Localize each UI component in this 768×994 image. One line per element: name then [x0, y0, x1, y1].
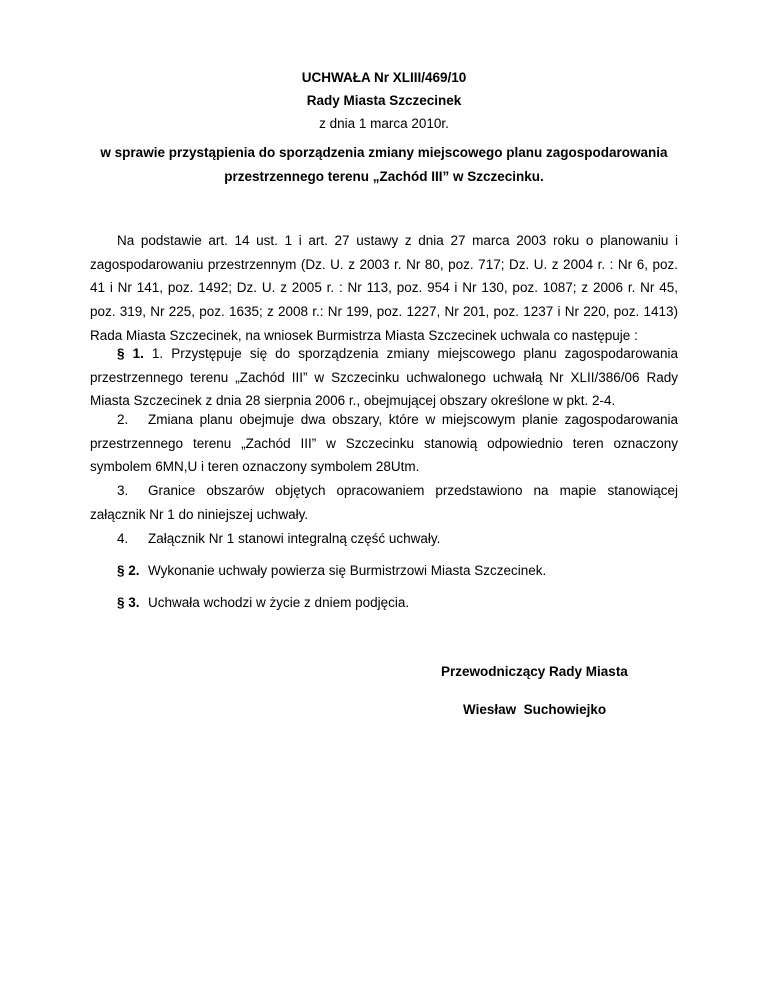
paragraph-3-text: Uchwała wchodzi w życie z dniem podjęcia. [148, 595, 410, 610]
paragraph-1-point-2 [90, 408, 678, 479]
point-4-number: 4. [117, 531, 129, 546]
council-name: Rady Miasta Szczecinek [306, 93, 462, 108]
paragraph-1-point-1-text: 1. Przystępuje się do sporządzenia zmiany miejscowego planu zagospodarowania przestrzennego terenu „Zachód III” w Szczecinku uchwalonego uchwałą Nr XLII/386/06 Rady Miasta Szczecinek z dnia 28 sierpnia 2006 r., obejmującej obszary określone w pkt. 2-4. [90, 346, 678, 409]
paragraph-2-label: § 2. [117, 563, 140, 578]
resolution-date: z dnia 1 marca 2010r. [319, 116, 449, 131]
point-2-text: Zmiana planu obejmuje dwa obszary, które w miejscowym planie zagospodarowania przestrzennego terenu „Zachód III” w Szczecinku stanowią odpowiednio teren oznaczony symbolem 6MN,U i teren oznaczony symbolem 28Utm. [90, 412, 678, 475]
point-2-number: 2. [117, 412, 129, 427]
point-3-text: Granice obszarów objętych opracowaniem przedstawiono na mapie stanowiącej załącznik Nr 1 do niniejszej uchwały. [90, 483, 678, 522]
resolution-number: UCHWAŁA Nr XLIII/469/10 [301, 70, 467, 85]
preamble-paragraph: Na podstawie art. 14 ust. 1 i art. 27 ustawy z dnia 27 marca 2003 roku o planowaniu i zagospodarowaniu przestrzennym (Dz. U. z 2003 r. Nr 80, poz. 717; Dz. U. z 2004 r. : Nr 6, poz. 41 i Nr 141, poz. 1492; Dz. U. z 2005 r. : Nr 113, poz. 954 i Nr 130, poz. 1087; z 2006 r. Nr 45, poz. 319, Nr 225, poz. 1635; z 2008 r.: Nr 199, poz. 1227, Nr 201, poz. 1237 i Nr 220, poz. 1413) Rada Miasta Szczecinek, na wniosek Burmistrza Miasta Szczecinek uchwala co następuje : [90, 233, 678, 343]
signature-title: Przewodniczący Rady Miasta [441, 664, 628, 679]
paragraph-1-point-3 [90, 479, 678, 526]
point-3-number: 3. [117, 483, 129, 498]
subject-line-2: przestrzennego terenu „Zachód III” w Szczecinku. [224, 169, 544, 184]
paragraph-1-label: § 1. [117, 346, 144, 361]
point-4-text: Załącznik Nr 1 stanowi integralną część uchwały. [148, 531, 441, 546]
signature-name: Wiesław Suchowiejko [463, 702, 607, 717]
paragraph-2-text: Wykonanie uchwały powierza się Burmistrzowi Miasta Szczecinek. [148, 563, 547, 578]
paragraph-3-label: § 3. [117, 595, 140, 610]
paragraph-1-point-1 [90, 342, 678, 413]
subject-line-1: w sprawie przystąpienia do sporządzenia zmiany miejscowego planu zagospodarowania [100, 145, 668, 160]
